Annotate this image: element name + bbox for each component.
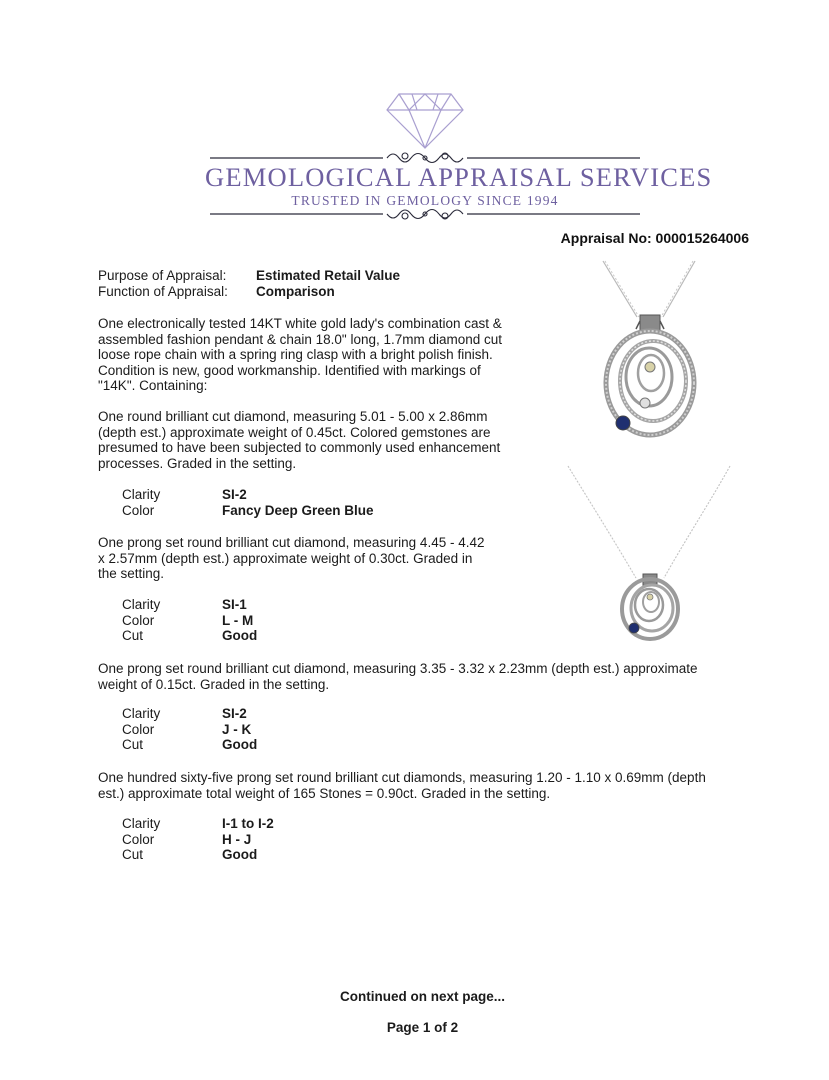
stone-description: One round brilliant cut diamond, measuring 5.01 - 5.00 x 2.86mm (depth est.) approximate weight of 0.45ct. Colored gemstones are presumed to have been subjected to commonly used enhancement processes. Graded in the setting. [98,409,501,471]
appraisal-number: Appraisal No: 000015264006 [560,230,749,246]
ornament-divider-icon [205,204,645,224]
grade-label: Cut [122,628,144,644]
item-description: One electronically tested 14KT white gold lady's combination cast & assembled fashion pendant & chain 18.0" long, 1.7mm diamond cut loose rope chain with a spring ring clasp with a bright polish finish. Condition is new, good workmanship. Identified with markings of "14K". Containing: [98,316,503,394]
stone-description: One prong set round brilliant cut diamond, measuring 4.45 - 4.42 x 2.57mm (depth est.) approximate weight of 0.30ct. Graded in the setting. [98,535,485,582]
grade-label: Color [122,721,155,737]
grade-value: Fancy Deep Green Blue [222,502,374,518]
continued-note: Continued on next page... [340,989,505,1004]
grade-label: Color [122,831,155,847]
stone-grades [122,816,274,863]
stone-grades [122,706,257,753]
pendant-closeup-photo [585,255,715,455]
grade-value: SI-1 [222,597,247,612]
grade-row [122,503,374,519]
function-row [98,284,618,300]
purpose-value: Estimated Retail Value [256,268,401,283]
purpose-label: Purpose of Appraisal: [98,268,227,283]
grade-label: Color [122,502,155,518]
grade-value: J - K [222,721,252,737]
stone-description: One prong set round brilliant cut diamond, measuring 3.35 - 3.32 x 2.23mm (depth est.) approximate weight of 0.15ct. Graded in the setting. [98,661,698,692]
company-tagline: TRUSTED IN GEMOLOGY SINCE 1994 [291,193,559,208]
grade-row [122,487,374,503]
grade-row [122,613,257,629]
grade-label: Clarity [122,706,161,721]
grade-row [122,832,274,848]
stone-grades [122,487,374,518]
stone-description: One hundred sixty-five prong set round brilliant cut diamonds, measuring 1.20 - 1.10 x 0.69mm (depth est.) approximate total weight of 165 Stones = 0.90ct. Graded in the setting. [98,770,706,801]
grade-value: H - J [222,831,252,847]
purpose-section [98,268,618,299]
grade-value: SI-2 [222,706,247,721]
grade-label: Clarity [122,487,161,502]
page-number: Page 1 of 2 [386,1020,459,1035]
diamond-logo-icon [385,92,465,150]
function-value: Comparison [256,283,335,299]
company-logo [205,92,713,232]
grade-row [122,722,257,738]
grade-row [122,597,257,613]
company-name: GEMOLOGICAL APPRAISAL SERVICES [205,162,713,192]
grade-label: Clarity [122,816,161,831]
grade-value: SI-2 [222,487,247,502]
grade-value: Good [222,737,258,753]
grade-row [122,816,274,832]
grade-row [122,706,257,722]
grade-value: I-1 to I-2 [222,816,274,831]
grade-row [122,847,274,863]
pendant-chain-photo [560,462,740,642]
grade-label: Clarity [122,597,161,612]
function-label: Function of Appraisal: [98,283,228,299]
grade-value: Good [222,628,258,644]
grade-value: L - M [222,612,254,628]
grade-label: Cut [122,737,144,753]
purpose-row [98,268,618,284]
grade-row [122,628,257,644]
grade-label: Color [122,612,155,628]
grade-value: Good [222,847,258,863]
stone-grades [122,597,257,644]
grade-label: Cut [122,847,144,863]
grade-row [122,737,257,753]
